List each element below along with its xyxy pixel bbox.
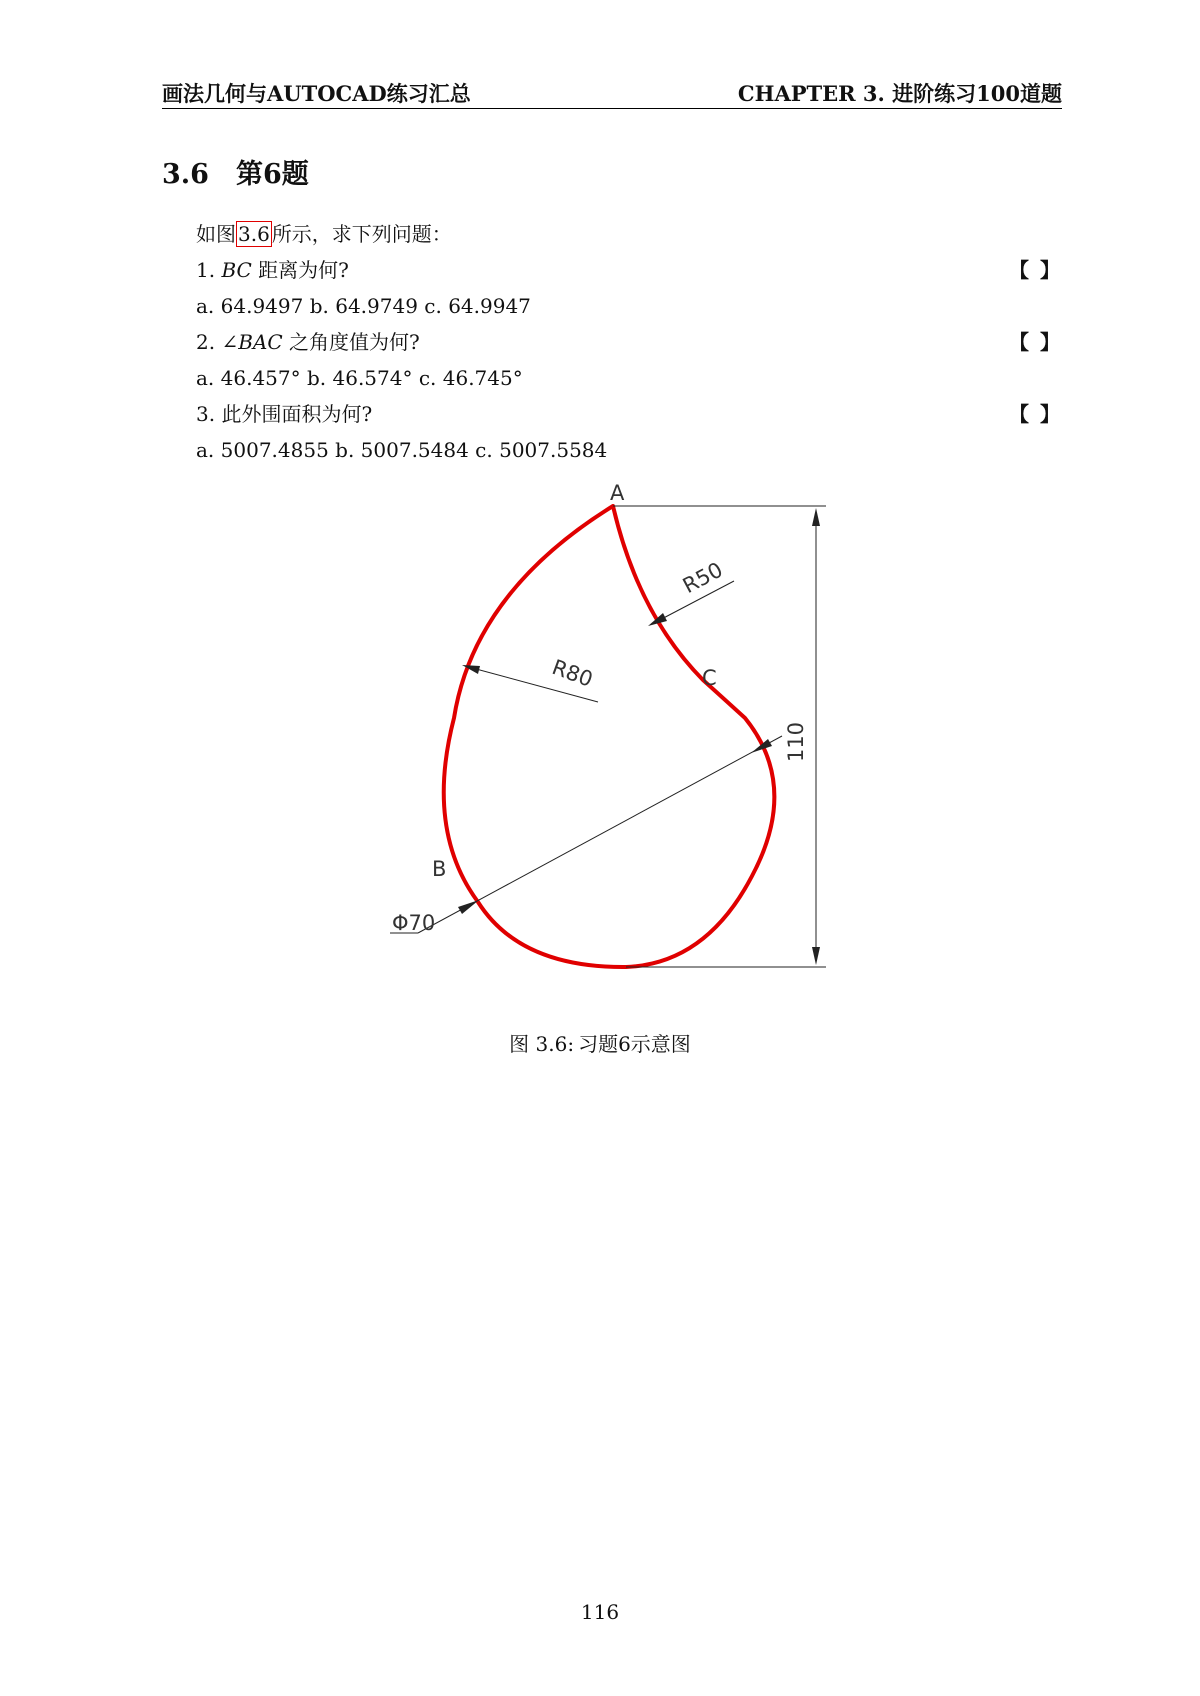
r50-label: R50 [678,557,727,599]
question-math: BC [221,258,252,282]
question-body [196,216,1062,468]
question-3-options: a. 5007.4855 b. 5007.5484 c. 5007.5584 [196,438,608,462]
header-book-title: 画法几何与AUTOCAD练习汇总 [162,81,471,106]
intro-suffix: 所示，求下列问题： [271,222,452,246]
question-math: ∠BAC [221,330,283,354]
point-a-label: A [610,481,625,505]
intro-prefix: 如图 [196,222,236,246]
r80-label: R80 [548,655,596,692]
question-2-options: a. 46.457° b. 46.574° c. 46.745° [196,366,523,390]
figure-drawing [370,470,850,990]
arrowhead-top [812,508,820,526]
figure-caption [0,1028,1200,1057]
question-text: 之角度值为何? [282,330,420,354]
question-number: 3. [196,402,216,426]
section-number: 3.6 [162,159,209,190]
diameter-label: Φ70 [392,911,436,935]
answer-bracket: 【 】 [1009,330,1062,354]
dim-110-label: 110 [784,721,808,763]
section-heading [162,152,309,191]
question-text: 此外围面积为何? [221,402,373,426]
intro-line [196,216,1062,252]
caption-text: 习题6示意图 [578,1032,691,1056]
question-text: 距离为何? [251,258,349,282]
answer-bracket: 【 】 [1009,258,1062,282]
point-b-label: B [432,857,447,881]
point-c-label: C [702,666,717,690]
question-number: 1. [196,258,216,282]
page-number: 116 [580,1600,620,1624]
header-chapter-title: CHAPTER 3. 进阶练习100道题 [737,81,1062,106]
question-number: 2. [196,330,216,354]
answer-bracket: 【 】 [1009,402,1062,426]
question-1 [196,252,1062,288]
figure-reference-link[interactable]: 3.6 [238,222,270,246]
page-header [162,74,1062,109]
question-3 [196,396,1062,432]
caption-number: 图 3.6: [509,1032,575,1056]
arrowhead-bottom [812,947,820,965]
diameter-arrowhead-left [458,900,479,914]
question-2 [196,324,1062,360]
outline-curve [444,506,775,967]
question-1-options: a. 64.9497 b. 64.9749 c. 64.9947 [196,294,531,318]
section-title-text: 第6题 [236,159,309,190]
